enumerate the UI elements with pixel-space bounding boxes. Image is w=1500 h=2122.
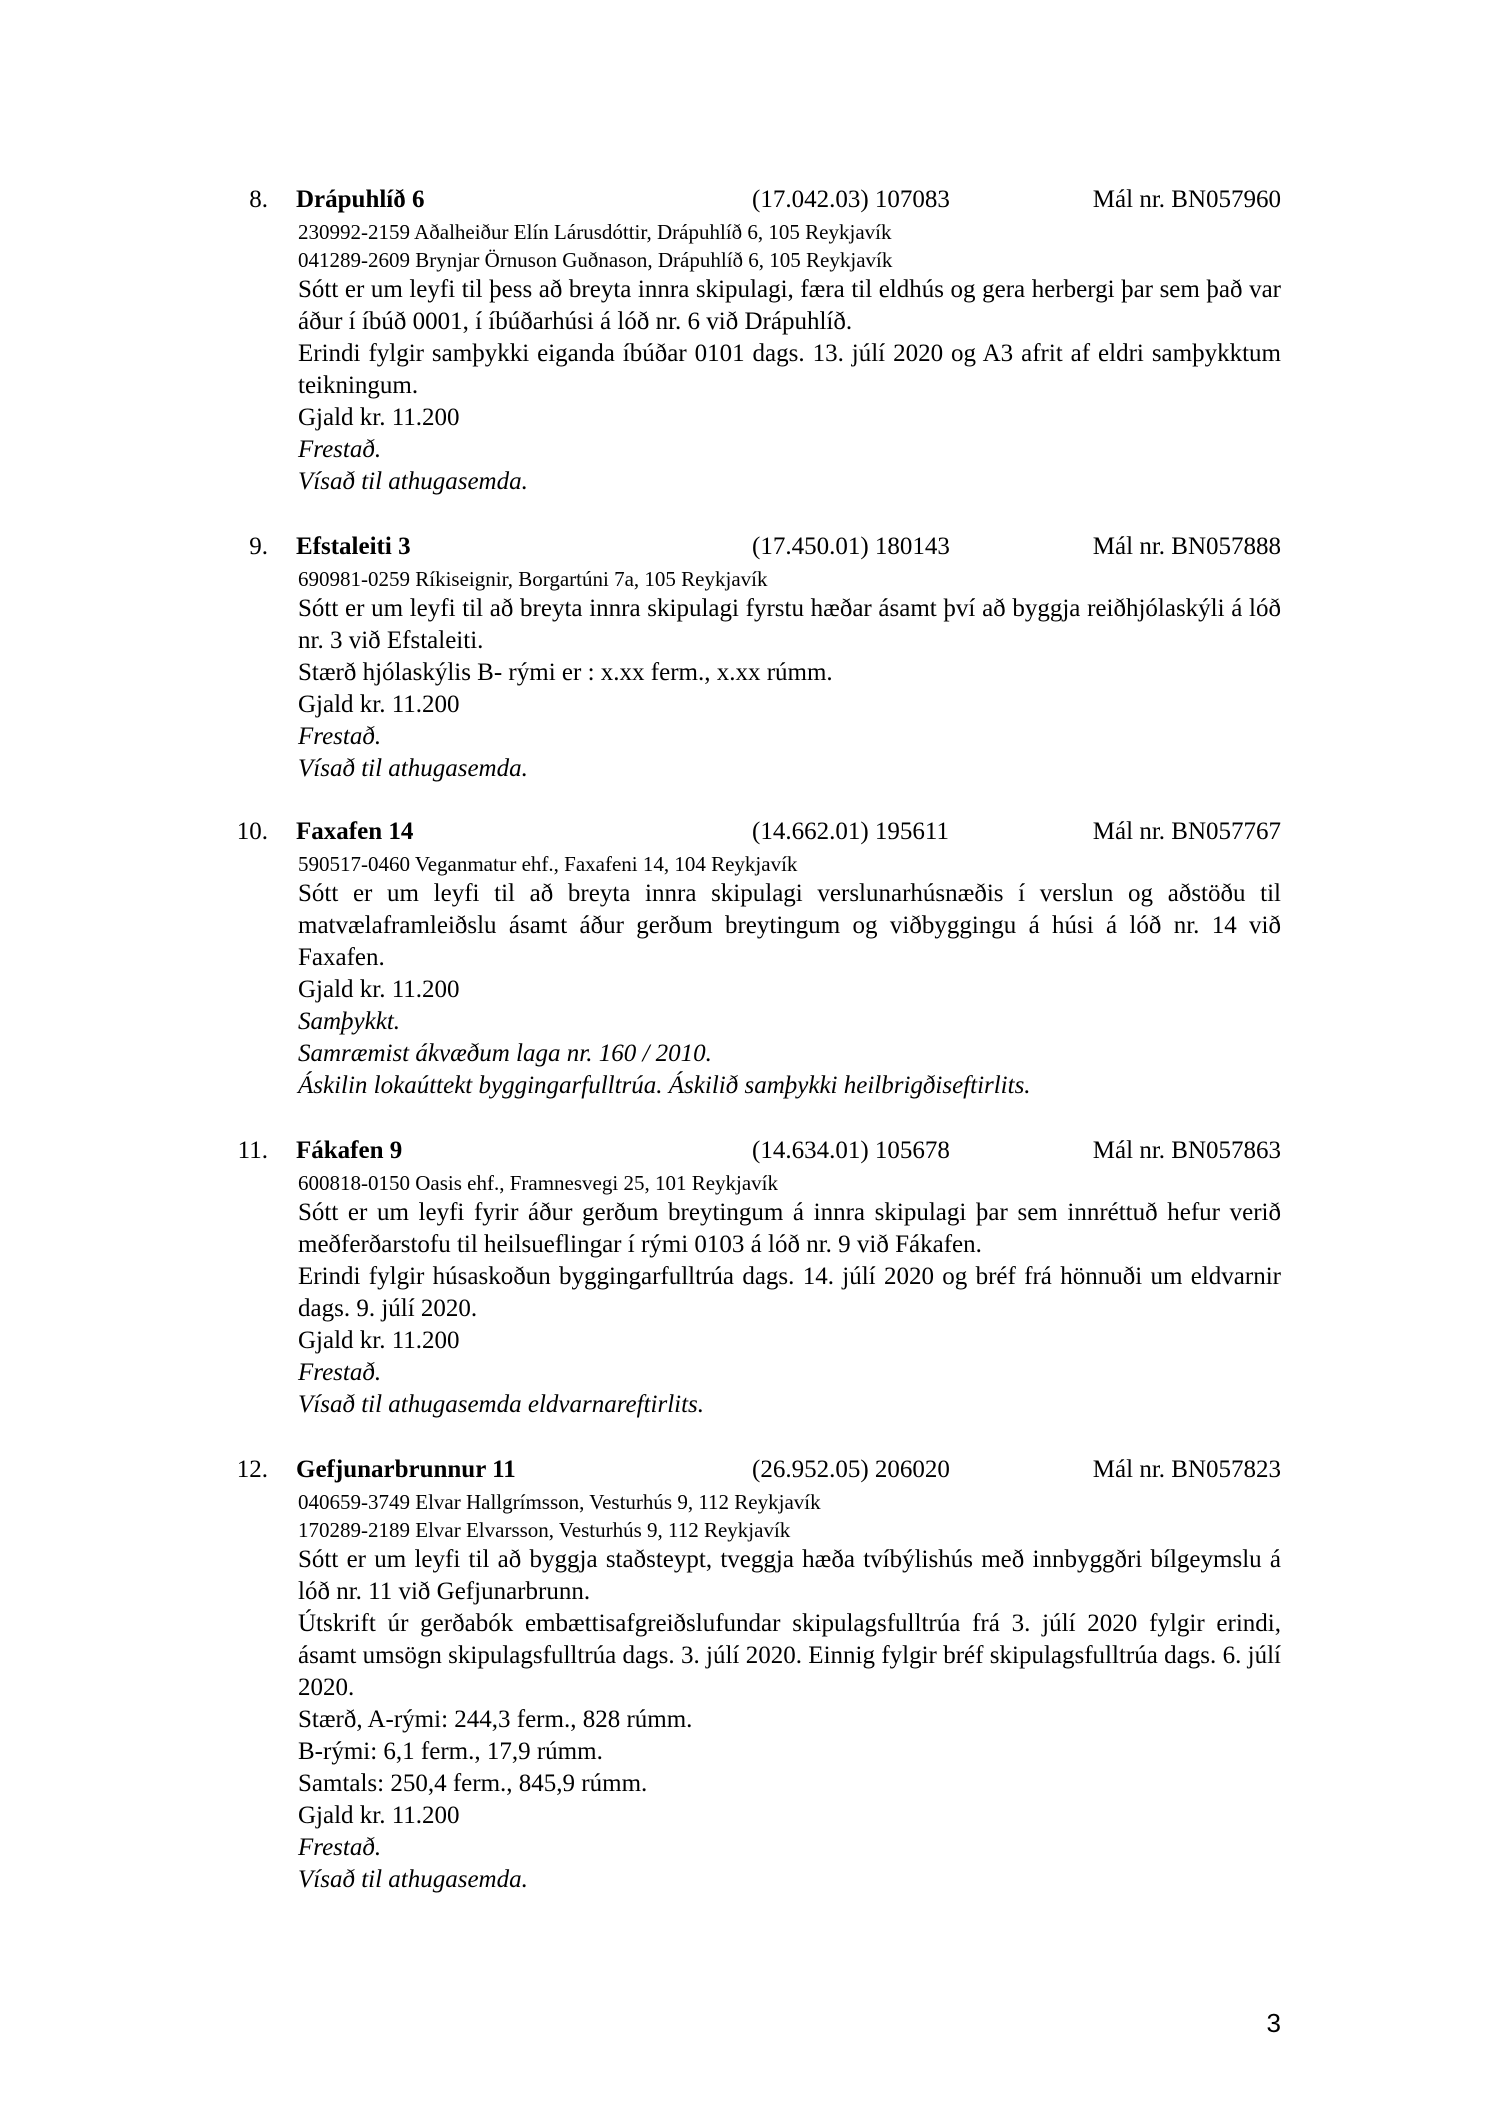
case-number: Mál nr. BN057888: [1092, 533, 1281, 560]
entry-address: Faxafen 14: [296, 818, 414, 845]
applicant-line: 690981-0259 Ríkiseignir, Borgartúni 7a, 105 Reykjavík: [298, 567, 768, 591]
entry-header: [0, 814, 1500, 850]
applicant-line: 230992-2159 Aðalheiður Elín Lárusdóttir, Drápuhlíð 6, 105 Reykjavík: [298, 220, 892, 244]
decision-line: Samræmist ákvæðum laga nr. 160 / 2010.: [298, 1040, 712, 1067]
fee-line: Gjald kr. 11.200: [298, 1327, 460, 1354]
description-paragraph: Sótt er um leyfi til að byggja staðsteypt, tveggja hæða tvíbýlishús með innbyggðri bílgeymslu á lóð nr. 11 við Gefjunarbrunn.: [298, 1546, 1281, 1605]
size-line: Stærð hjólaskýlis B- rými er : x.xx ferm., x.xx rúmm.: [298, 659, 833, 686]
size-line: B-rými: 6,1 ferm., 17,9 rúmm.: [298, 1738, 603, 1765]
entry-address: Fákafen 9: [296, 1137, 403, 1164]
decision-line: Frestað.: [298, 436, 382, 463]
property-code: (14.634.01) 105678: [752, 1137, 950, 1164]
decision-line: Frestað.: [298, 1834, 382, 1861]
entry-header: [0, 182, 1500, 218]
property-code: (17.042.03) 107083: [752, 186, 950, 213]
entry-number: 12.: [236, 1456, 268, 1483]
entry-body: [298, 1169, 1281, 1421]
case-number: Mál nr. BN057960: [1092, 186, 1281, 213]
decision-line: Áskilin lokaúttekt byggingarfulltrúa. Áskilið samþykki heilbrigðiseftirlits.: [298, 1072, 1031, 1099]
entry-number: 9.: [249, 533, 268, 560]
fee-line: Gjald kr. 11.200: [298, 404, 460, 431]
entry-address: Drápuhlíð 6: [296, 186, 425, 213]
case-number: Mál nr. BN057767: [1092, 818, 1281, 845]
case-number: Mál nr. BN057823: [1092, 1456, 1281, 1483]
decision-line: Samþykkt.: [298, 1008, 401, 1035]
decision-line: Frestað.: [298, 1359, 382, 1386]
property-code: (26.952.05) 206020: [752, 1456, 950, 1483]
entry-body: [298, 850, 1281, 1102]
attachment-paragraph: Útskrift úr gerðabók embættisafgreiðslufundar skipulagsfulltrúa frá 3. júlí 2020 fylgir erindi, ásamt umsögn skipulagsfulltrúa dags. 3. júlí 2020. Einnig fylgir bréf skipulagsfulltrúa dags. 6. júlí 2020.: [298, 1610, 1281, 1701]
description-paragraph: Sótt er um leyfi til að breyta innra skipulagi verslunarhúsnæðis í verslun og aðstöðu til matvælaframleiðslu ásamt áður gerðum breytingum og viðbyggingu á húsi á lóð nr. 14 við Faxafen.: [298, 880, 1281, 971]
applicant-line: 600818-0150 Oasis ehf., Framnesvegi 25, 101 Reykjavík: [298, 1171, 779, 1195]
entry-body: [298, 565, 1281, 785]
entry-address: Efstaleiti 3: [296, 533, 411, 560]
entry-number: 11.: [237, 1137, 268, 1164]
size-line: Stærð, A-rými: 244,3 ferm., 828 rúmm.: [298, 1706, 693, 1733]
applicant-line: 041289-2609 Brynjar Örnuson Guðnason, Drápuhlíð 6, 105 Reykjavík: [298, 248, 893, 272]
decision-line: Vísað til athugasemda eldvarnareftirlits.: [298, 1391, 705, 1418]
case-entry: [0, 182, 1500, 498]
entry-body: [298, 218, 1281, 498]
attachment-paragraph: Erindi fylgir húsaskoðun byggingarfulltrúa dags. 14. júlí 2020 og bréf frá hönnuði um eldvarnir dags. 9. júlí 2020.: [298, 1263, 1281, 1322]
entry-header: [0, 1452, 1500, 1488]
entry-number: 10.: [236, 818, 268, 845]
decision-line: Vísað til athugasemda.: [298, 755, 528, 782]
description-paragraph: Sótt er um leyfi fyrir áður gerðum breytingum á innra skipulagi þar sem innréttuð hefur verið meðferðarstofu til heilsueflingar í rými 0103 á lóð nr. 9 við Fákafen.: [298, 1199, 1281, 1258]
entry-number: 8.: [249, 186, 268, 213]
applicant-line: 040659-3749 Elvar Hallgrímsson, Vesturhús 9, 112 Reykjavík: [298, 1490, 821, 1514]
case-number: Mál nr. BN057863: [1092, 1137, 1281, 1164]
fee-line: Gjald kr. 11.200: [298, 976, 460, 1003]
applicant-line: 590517-0460 Veganmatur ehf., Faxafeni 14, 104 Reykjavík: [298, 852, 798, 876]
page-number: 3: [1266, 2008, 1281, 2038]
property-code: (17.450.01) 180143: [752, 533, 950, 560]
fee-line: Gjald kr. 11.200: [298, 1802, 460, 1829]
case-entry: [0, 1133, 1500, 1421]
entry-body: [298, 1488, 1281, 1896]
description-paragraph: Sótt er um leyfi til að breyta innra skipulagi fyrstu hæðar ásamt því að byggja reiðhjólaskýli á lóð nr. 3 við Efstaleiti.: [298, 595, 1281, 654]
decision-line: Frestað.: [298, 723, 382, 750]
description-paragraph: Sótt er um leyfi til þess að breyta innra skipulagi, færa til eldhús og gera herbergi þar sem það var áður í íbúð 0001, í íbúðarhúsi á lóð nr. 6 við Drápuhlíð.: [298, 276, 1281, 335]
entry-header: [0, 1133, 1500, 1169]
fee-line: Gjald kr. 11.200: [298, 691, 460, 718]
entry-address: Gefjunarbrunnur 11: [296, 1456, 516, 1483]
applicant-line: 170289-2189 Elvar Elvarsson, Vesturhús 9, 112 Reykjavík: [298, 1518, 791, 1542]
property-code: (14.662.01) 195611: [752, 818, 949, 845]
case-entry: [0, 1452, 1500, 1896]
case-entry: [0, 814, 1500, 1102]
entry-header: [0, 529, 1500, 565]
attachment-paragraph: Erindi fylgir samþykki eiganda íbúðar 0101 dags. 13. júlí 2020 og A3 afrit af eldri samþykktum teikningum.: [298, 340, 1281, 399]
decision-line: Vísað til athugasemda.: [298, 468, 528, 495]
decision-line: Vísað til athugasemda.: [298, 1866, 528, 1893]
case-entry: [0, 529, 1500, 785]
size-line: Samtals: 250,4 ferm., 845,9 rúmm.: [298, 1770, 648, 1797]
